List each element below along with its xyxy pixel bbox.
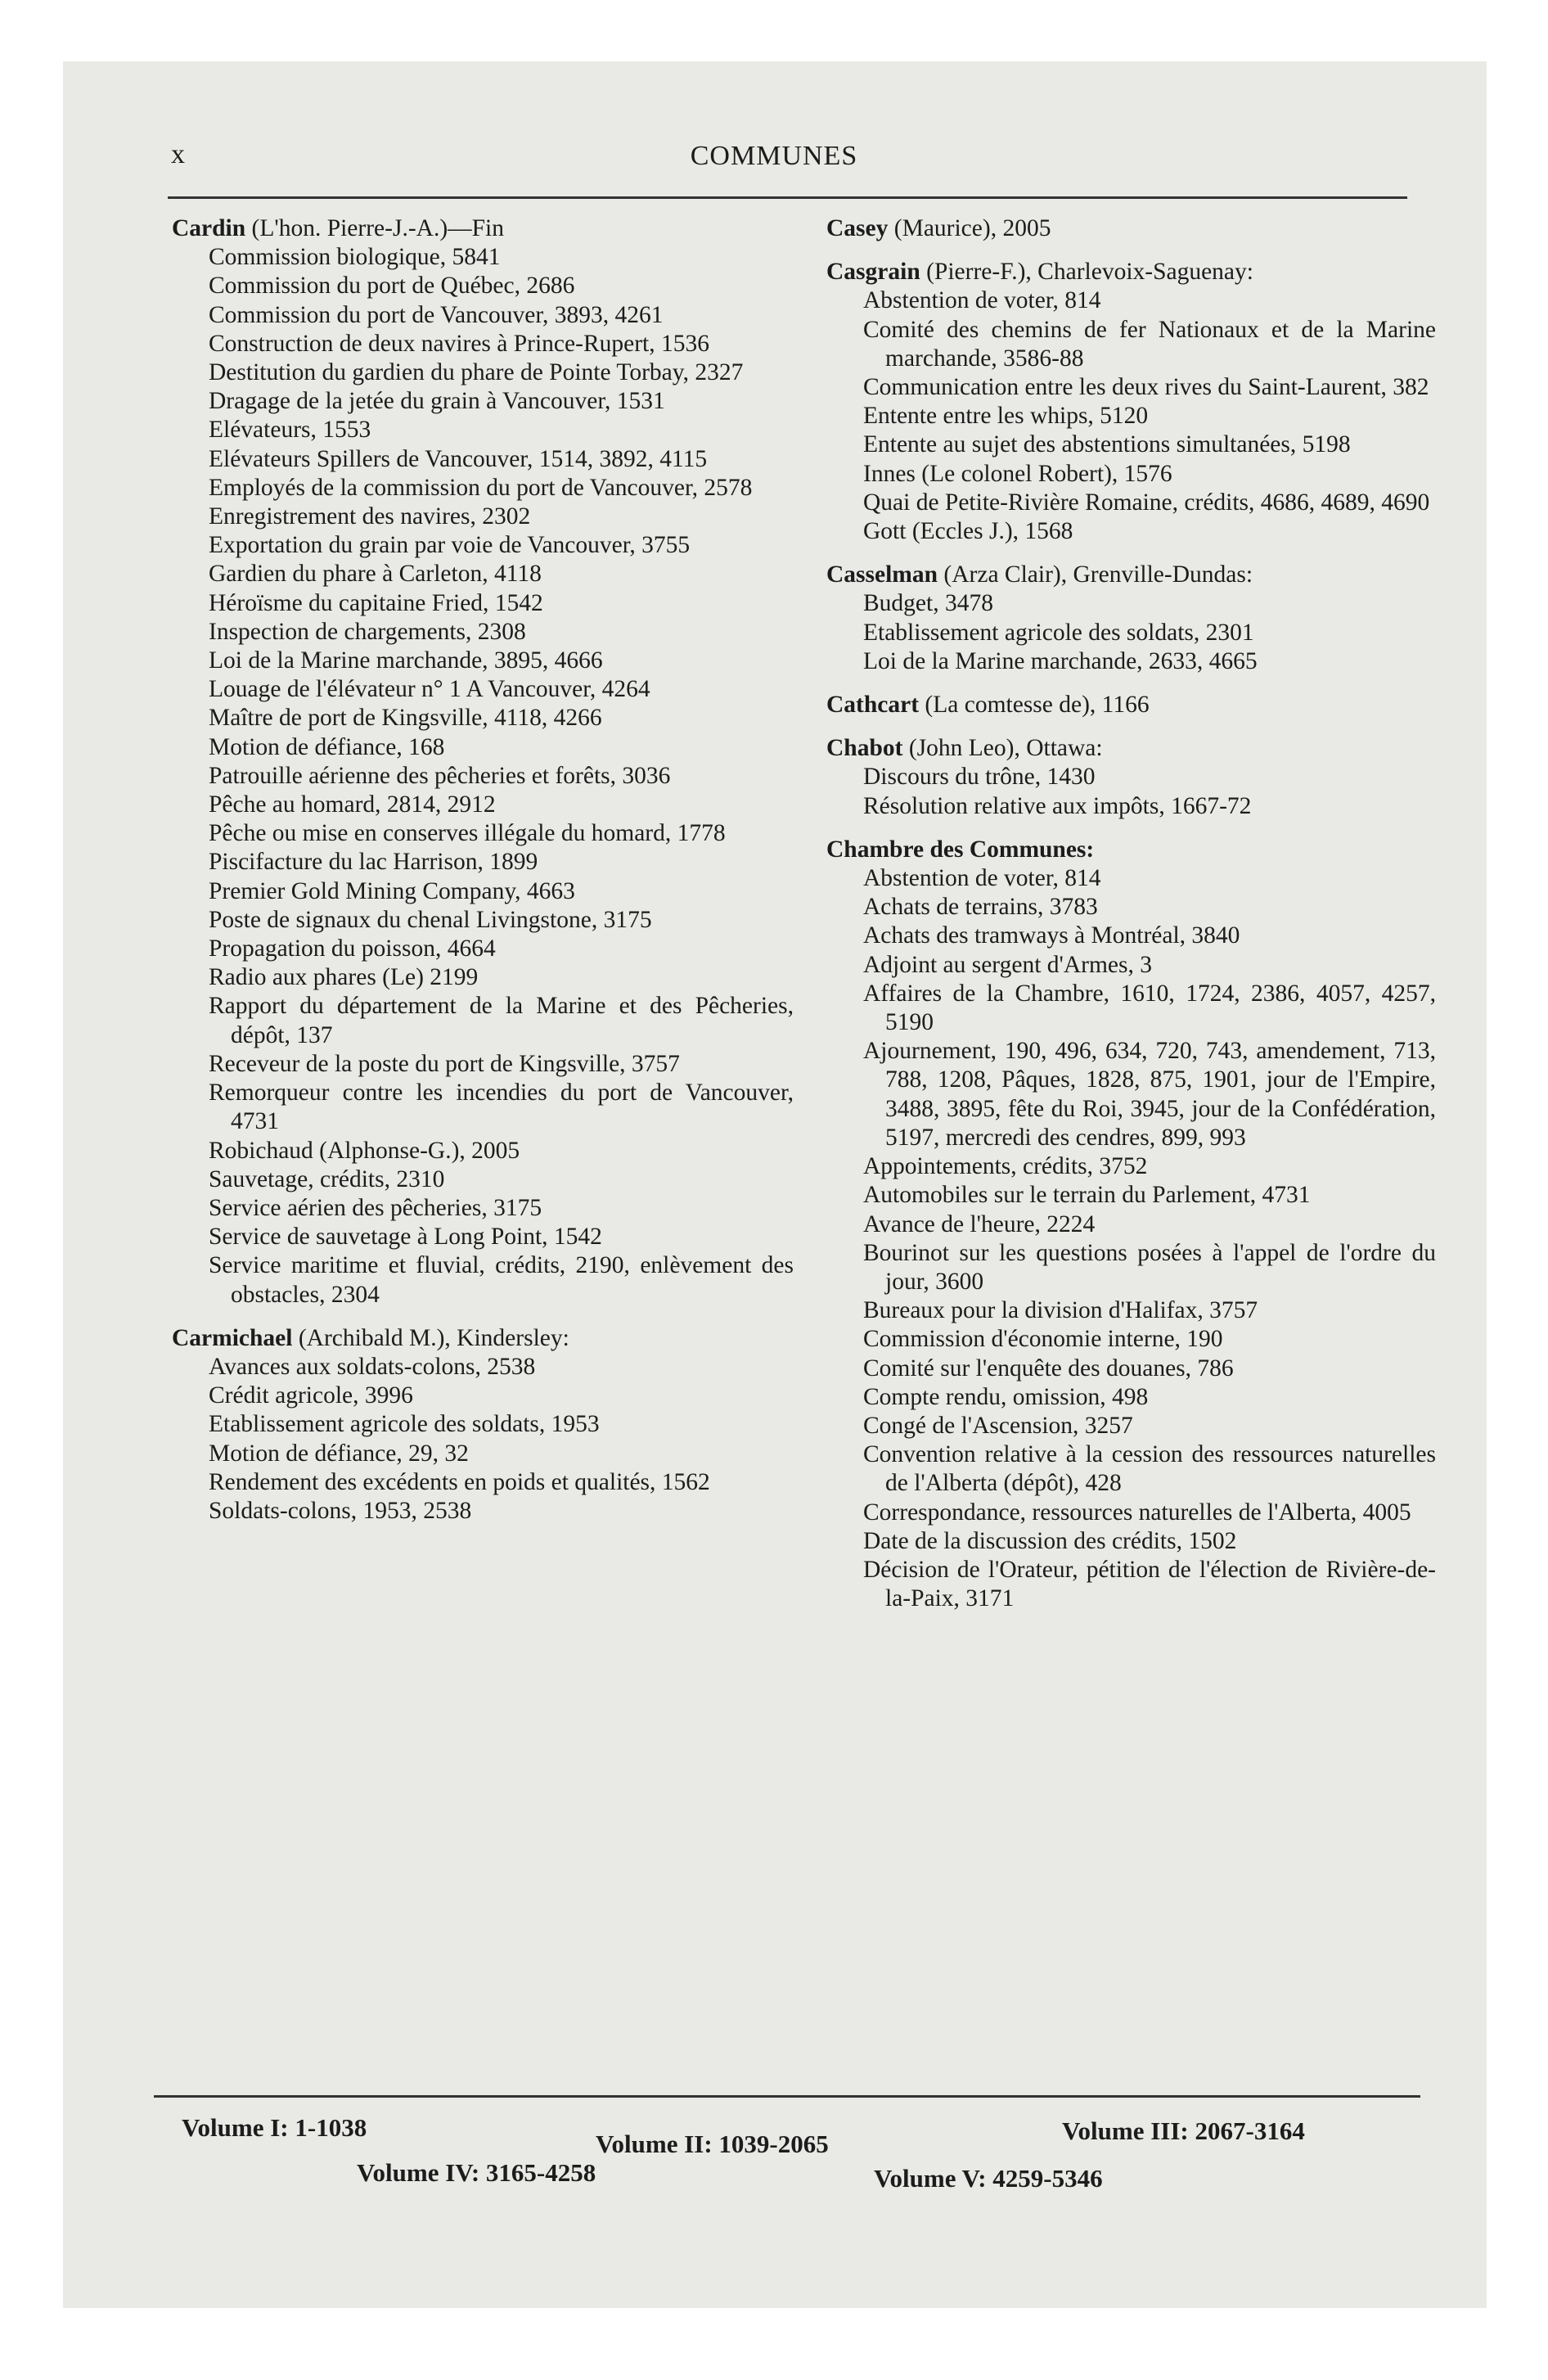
entry-name: Chabot [826,735,903,762]
subentry: Piscifacture du lac Harrison, 1899 [209,849,538,876]
subentry: Automobiles sur le terrain du Parlement, 4731 [863,1182,1311,1209]
subentry: Elévateurs, 1553 [209,417,371,444]
entry-heading [172,214,794,243]
subentry: Louage de l'élévateur n° 1 A Vancouver, 4264 [209,676,650,703]
index-entry [826,214,1436,243]
subentry: Service maritime et fluvial, crédits, 2190, enlèvement des obstacles, 2304 [209,1252,794,1308]
subentry: Abstention de voter, 814 [863,287,1101,314]
volume-range-5: Volume V: 4259-5346 [874,2164,1103,2193]
subentry: Entente entre les whips, 5120 [863,403,1149,430]
subentry: Enregistrement des navires, 2302 [209,503,531,530]
entry-name: Casey [826,215,889,241]
volume-range-4: Volume IV: 3165-4258 [357,2158,596,2187]
subentry: Pêche au homard, 2814, 2912 [209,791,496,818]
volume-range-3: Volume III: 2067-3164 [1062,2116,1305,2145]
page-number: x [171,139,185,169]
entry-qualifier: (Pierre-F.), Charlevoix-Saguenay: [926,259,1253,286]
subentry: Premier Gold Mining Company, 4663 [209,877,575,904]
subentry: Achats de terrains, 3783 [863,894,1098,921]
subentry: Etablissement agricole des soldats, 1953 [209,1411,600,1438]
subentry: Commission du port de Vancouver, 3893, 4261 [209,301,664,328]
entry-heading [826,734,1436,763]
index-entry [172,1324,794,1526]
entry-heading [172,1324,794,1353]
index-entry [826,734,1436,821]
subentry: Remorqueur contre les incendies du port de Vancouver, 4731 [209,1080,794,1135]
subentry: Gardien du phare à Carleton, 4118 [209,561,542,588]
subentry: Discours du trône, 1430 [863,764,1096,791]
subentry: Crédit agricole, 3996 [209,1382,413,1409]
subentry: Innes (Le colonel Robert), 1576 [863,460,1172,487]
subentry: Compte rendu, omission, 498 [863,1383,1149,1410]
subentry: Budget, 3478 [863,590,993,617]
volume-range-1: Volume I: 1-1038 [182,2113,367,2142]
subentry: Etablissement agricole des soldats, 2301 [863,619,1254,646]
subentry: Employés de la commission du port de Vancouver, 2578 [209,474,753,501]
entry-name: Cathcart [826,692,920,719]
subentry: Motion de défiance, 168 [209,733,445,760]
subentry: Inspection de chargements, 2308 [209,618,526,645]
subentry: Rendement des excédents en poids et qualités, 1562 [209,1468,710,1495]
subentry: Motion de défiance, 29, 32 [209,1440,469,1467]
subentry: Comité sur l'enquête des douanes, 786 [863,1355,1234,1382]
subentry: Comité des chemins de fer Nationaux et de la Marine marchande, 3586-88 [863,316,1436,372]
subentry: Appointements, crédits, 3752 [863,1153,1148,1180]
subentry: Construction de deux navires à Prince-Rupert, 1536 [209,330,709,357]
volume-range-2: Volume II: 1039-2065 [596,2130,829,2158]
subentry: Affaires de la Chambre, 1610, 1724, 2386, 4057, 4257, 5190 [863,980,1436,1036]
index-entry [826,258,1436,546]
subentry: Bureaux pour la division d'Halifax, 3757 [863,1297,1258,1324]
subentry: Quai de Petite-Rivière Romaine, crédits, 4686, 4689, 4690 [863,489,1430,516]
subentry: Correspondance, ressources naturelles de l'Alberta, 4005 [863,1499,1411,1526]
page-title: COMMUNES [690,141,858,171]
entry-name: Cardin [172,215,246,241]
subentry: Loi de la Marine marchande, 3895, 4666 [209,647,603,674]
subentry: Avance de l'heure, 2224 [863,1210,1096,1237]
subentry: Radio aux phares (Le) 2199 [209,964,479,991]
subentry: Adjoint au sergent d'Armes, 3 [863,951,1152,978]
subentry: Communication entre les deux rives du Saint-Laurent, 382 [863,374,1429,401]
subentry: Congé de l'Ascension, 3257 [863,1412,1133,1439]
entry-qualifier: (Archibald M.), Kindersley: [298,1324,569,1351]
header-rule [168,196,1407,199]
subentry: Maître de port de Kingsville, 4118, 4266 [209,705,602,732]
subentry: Pêche ou mise en conserves illégale du homard, 1778 [209,820,726,847]
subentry: Service de sauvetage à Long Point, 1542 [209,1224,602,1251]
entry-qualifier: (Maurice), 2005 [893,215,1051,241]
subentry: Dragage de la jetée du grain à Vancouver, 1531 [209,388,665,415]
subentry: Convention relative à la cession des ressources naturelles de l'Alberta (dépôt), 428 [863,1441,1436,1497]
entry-name: Chambre des Communes: [826,836,1095,863]
entry-qualifier: (L'hon. Pierre-J.-A.)—Fin [251,215,505,241]
subentry: Décision de l'Orateur, pétition de l'élection de Rivière-de-la-Paix, 3171 [863,1556,1436,1612]
subentry: Exportation du grain par voie de Vancouver, 3755 [209,532,691,559]
left-column [172,214,794,1540]
index-entry [826,561,1436,676]
subentry: Commission du port de Québec, 2686 [209,273,575,300]
entry-name: Casselman [826,561,938,588]
subentry: Loi de la Marine marchande, 2633, 4665 [863,647,1258,674]
subentry: Achats des tramways à Montréal, 3840 [863,922,1240,949]
entry-heading [826,691,1436,719]
subentry: Rapport du département de la Marine et des Pêcheries, dépôt, 137 [209,993,794,1048]
entry-heading [826,561,1436,589]
subentry: Commission biologique, 5841 [209,244,501,271]
subentry: Entente au sujet des abstentions simultanées, 5198 [863,431,1351,458]
subentry: Commission d'économie interne, 190 [863,1326,1223,1353]
entry-qualifier: (Arza Clair), Grenville-Dundas: [943,561,1253,588]
entry-heading [826,214,1436,243]
subentry: Propagation du poisson, 4664 [209,935,496,962]
footer-rule [154,2095,1420,2098]
subentry: Robichaud (Alphonse-G.), 2005 [209,1137,520,1164]
subentry: Abstention de voter, 814 [863,865,1101,892]
subentry: Patrouille aérienne des pêcheries et forêts, 3036 [209,762,671,789]
subentry: Bourinot sur les questions posées à l'appel de l'ordre du jour, 3600 [863,1239,1436,1295]
entry-qualifier: (John Leo), Ottawa: [908,735,1103,762]
subentry: Elévateurs Spillers de Vancouver, 1514, 3892, 4115 [209,445,708,472]
subentry: Sauvetage, crédits, 2310 [209,1165,445,1192]
index-entry [826,836,1436,1613]
subentry: Destitution du gardien du phare de Pointe Torbay, 2327 [209,359,744,386]
subentry: Gott (Eccles J.), 1568 [863,518,1073,545]
subentry: Receveur de la poste du port de Kingsville, 3757 [209,1050,680,1077]
index-entry [172,214,794,1309]
subentry: Résolution relative aux impôts, 1667-72 [863,792,1252,819]
subentry: Soldats-colons, 1953, 2538 [209,1497,472,1524]
entry-heading [826,258,1436,286]
right-column [826,214,1436,1628]
subentry: Avances aux soldats-colons, 2538 [209,1353,536,1380]
entry-name: Casgrain [826,259,920,286]
subentry: Ajournement, 190, 496, 634, 720, 743, amendement, 713, 788, 1208, Pâques, 1828, 875, 1901, jour de l'Empire, 3488, 3895, fête du Roi, 3945, jour de la Confédération, 5197, mercredi des cendres, 899, 993 [863,1038,1436,1151]
entry-qualifier: (La comtesse de), 1166 [925,692,1150,719]
subentry: Héroïsme du capitaine Fried, 1542 [209,589,543,616]
subentry: Date de la discussion des crédits, 1502 [863,1527,1237,1554]
entry-heading [826,836,1436,864]
subentry: Poste de signaux du chenal Livingstone, 3175 [209,906,652,933]
entry-name: Carmichael [172,1324,293,1351]
index-entry [826,691,1436,719]
running-head [0,139,1548,180]
subentry: Service aérien des pêcheries, 3175 [209,1194,542,1221]
